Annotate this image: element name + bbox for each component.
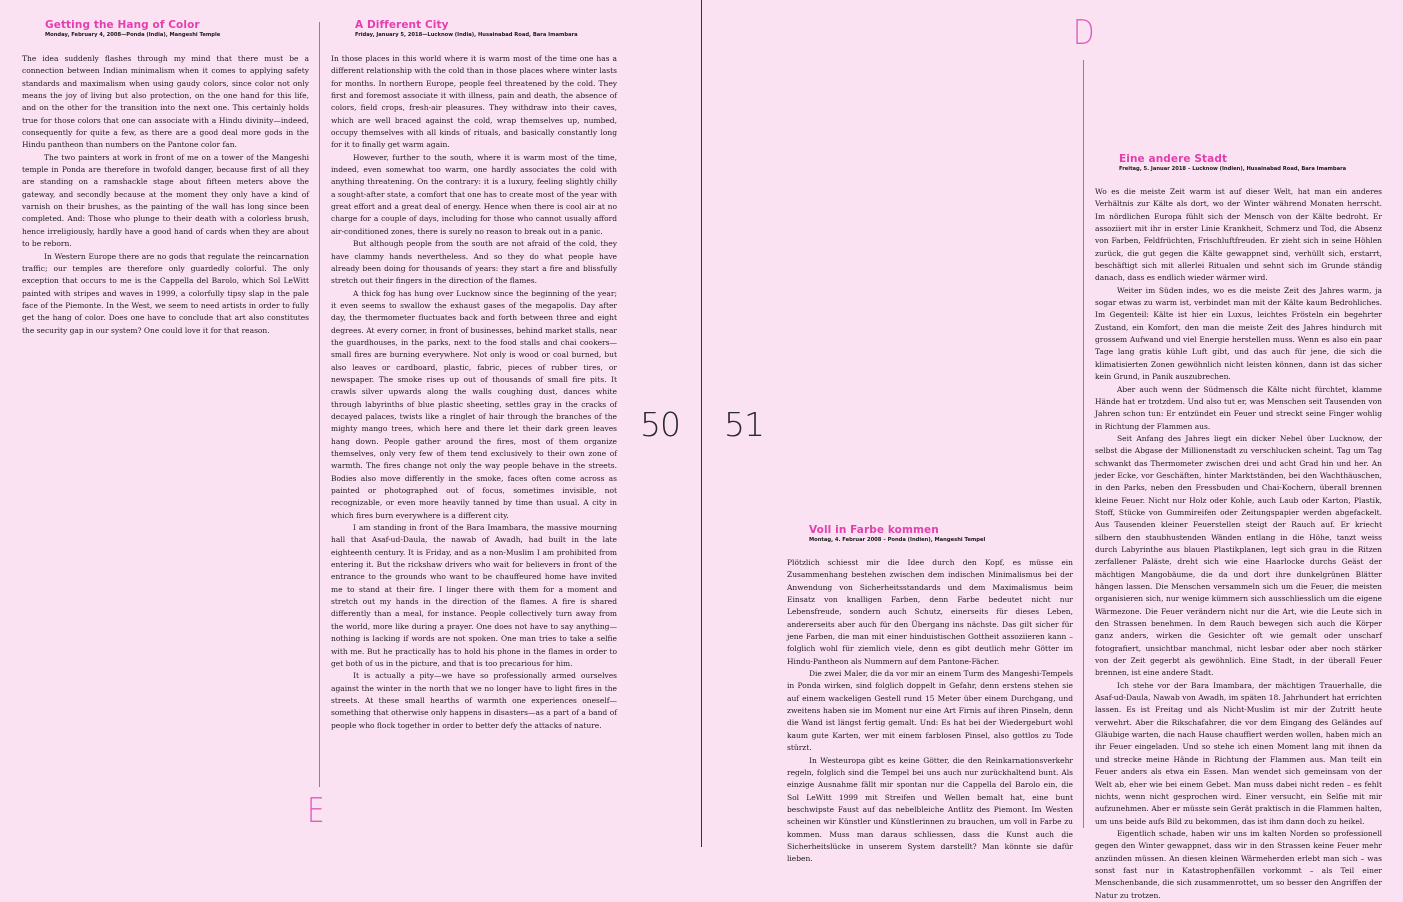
paragraph: But although people from the south are not afraid of the cold, they have clammy hands nevertheless. And so they do what people have already been doing for thousands of years: they start a fire and blissfully stretch out their fingers in the direction of the flames. xyxy=(331,239,617,286)
paragraph: The idea suddenly flashes through my mind that there must be a connection between Indian minimalism when it comes to applying safety standards and maximalism when using gaudy colors, since color not only means the joy of living but also protection, on the one hand for this life, and on the other for the transition into the next one. This certainly holds true for those colors that one can associate with a Hindu divinity—indeed, consequently for quite a few, as there are a good deal more gods in the Hindu pantheon than numbers on the Pantone color fan. xyxy=(22,54,309,150)
paragraph: It is actually a pity—we have so professionally armed ourselves against the winter in the north that we no longer have to light fires in the streets. At these small hearths of warmth one experiences oneself—something that otherwise only happens in disasters—as a part of a band of people who flock together in order to better defy the attacks of nature. xyxy=(331,671,617,730)
paragraph: In Westeuropa gibt es keine Götter, die den Reinkarnationsverkehr regeln, folglich sind die Tempel bei uns auch nur zurückhaltend bunt. Als einzige Ausnahme fällt mir spontan nur die Cappella del Barolo ein, die Sol LeWitt 1999 mit Streifen und Wellen bemalt hat, eine bunt beschwipste Faust auf das nebelbleiche Antlitz des Piemont. Im Westen scheinen wir Künstler und Künstlerinnen zu brauchen, um voll in Farbe zu kommen. Muss man daraus schliessen, dass die Kunst auch die Sicherheitslücke in unserem System darstellt? Man könnte sie dafür lieben. xyxy=(787,755,1073,864)
right-page xyxy=(702,0,1403,900)
article-title-color: Getting the Hang of Color xyxy=(45,19,200,31)
paragraph: I am standing in front of the Bara Imambara, the massive mourning hall that Asaf-ud-Daula, the nawab of Awadh, had built in the late eighteenth century. It is Friday, and as a non-Muslim I am prohibited from entering it. But the rickshaw drivers who wait for believers in front of the entrance to the grounds who want to be chauffeured home have invited me to stand at their fire. I linger there with them for a moment and stretch out my hands in the direction of the flames. A fire is shared differently than a meal, for instance. People collectively turn away from the world, more like during a prayer. One does not have to say anything—nothing is lacking if words are not spoken. One man tries to take a selfie with me. But he practically has to hold his phone in the flames in order to get both of us in the picture, and that is too precarious for him. xyxy=(331,523,617,668)
page-number-left: 50 xyxy=(640,405,680,444)
paragraph: Aber auch wenn der Südmensch die Kälte nicht fürchtet, klamme Hände hat er trotzdem. Und also tut er, was Menschen seit Tausenden von Jahren schon tun: Er entzündet ein Feuer und streckt seine Finger wohlig in Richtung der Flammen aus. xyxy=(1095,384,1382,431)
article-body-stadt xyxy=(1095,186,1382,902)
paragraph: In Western Europe there are no gods that regulate the reincarnation traffic; our temples are therefore only guardedly colorful. The only exception that occurs to me is the Cappella del Barolo, which Sol LeWitt painted with stripes and waves in 1999, a colorfully tipsy slap in the pale face of the Piemonte. In the West, we seem to need artists in order to fully get the hang of color. Does one have to conclude that art also constitutes the security gap in our system? One could love it for that reason. xyxy=(22,251,309,335)
paragraph: The two painters at work in front of me on a tower of the Mangeshi temple in Ponda are therefore in twofold danger, because first of all they are standing on a ramshackle stage about fifteen meters above the gateway, and secondly because at the moment they only have a kind of varnish on their brushes, as the painting of the wall has long since been completed. And: Those who plunge to their death with a colorless brush, hence irreligiously, hardly have a good hand of cards when they are about to be reborn. xyxy=(22,152,309,249)
left-page xyxy=(0,0,701,847)
article-title-stadt: Eine andere Stadt xyxy=(1119,153,1228,165)
section-letter-d: D xyxy=(1073,13,1095,53)
paragraph: Die zwei Maler, die da vor mir an einem Turm des Mangeshi-Tempels in Ponda wirken, sind folglich doppelt in Gefahr, denn erstens stehen sie auf einem wackeligen Gestell rund 15 Meter über einem Durchgang, und zweitens haben sie im Moment nur eine Art Firnis auf ihren Pinseln, denn die Wand ist längst fertig gemalt. Und: Es hat bei der Wiedergeburt wohl kaum gute Karten, wer mit einem farblosen Pinsel, also gottlos zu Tode stürzt. xyxy=(787,669,1073,753)
paragraph: In those places in this world where it is warm most of the time one has a different relationship with the cold than in those places where winter lasts for months. In northern Europe, people feel threatened by the cold. They first and foremost associate it with illness, pain and death, the absence of colors, field crops, fresh-air pleasures. They withdraw into their caves, which are well braced against the cold, wrap themselves up, numbed, occupy themselves with all kinds of rituals, and basically constantly long for it to finally get warm again. xyxy=(331,54,617,150)
paragraph: Ich stehe vor der Bara Imambara, der mächtigen Trauerhalle, die Asaf-ud-Daula, Nawab von Awadh, im späten 18. Jahrhundert hat errichten lassen. Es ist Freitag und als Nicht-Muslim ist mir der Zutritt heute verwehrt. Aber die Rikschafahrer, die vor dem Eingang des Geländes auf Gläubige warten, die nach Hause chauffiert werden wollen, haben mich an ihr Feuer eingeladen. Und so stehe ich einen Moment lang mit ihnen da und strecke meine Hände in Richtung der Flammen aus. Man teilt ein Feuer anders als etwa ein Essen. Man wendet sich gemeinsam von der Welt ab, eher wie bei einem Gebet. Man muss dabei nicht reden – es fehlt nichts, wenn nicht gesprochen wird. Einer versucht, ein Selfie mit mir aufzunehmen. Aber er müsste sein Gerät praktisch in die Flammen halten, um uns beide aufs Bild zu bekommen, das ist ihm dann doch zu heikel. xyxy=(1095,680,1382,826)
column-rule-right xyxy=(1083,60,1084,828)
paragraph: A thick fog has hung over Lucknow since the beginning of the year; it even seems to swallow the exhaust gases of the megapolis. Day after day, the thermometer fluctuates back and forth between three and eight degrees. At every corner, in front of businesses, behind market stalls, near the guardhouses, in the parks, next to the food stalls and chai cookers—small fires are burning everywhere. Not only is wood or coal burned, but also leaves or cardboard, plastic, fabric, pieces of rubber tires, or newspaper. The smoke rises up out of thousands of small fire pits. It crawls silver upwards along the walls coughing dust, dances white through labyrinths of blue plastic sheeting, settles gray in the cracks of decayed palaces, twists like a ringlet of hair through the branches of the mighty mango trees, which here and there let their dark green leaves hang down. People gather around the fires, most of them organize themselves, only very few of them tend exclusively to their own zone of warmth. The fires change not only the way people behave in the streets. Bodies also move differently in the smoke, faces often come across as painted or photographed out of focus, sometimes invisible, not recognizable, or even more heavily tanned by time than usual. A city in which fires burn everywhere is a different city. xyxy=(331,288,617,520)
article-body-farbe xyxy=(787,557,1073,866)
page-number-right: 51 xyxy=(724,405,764,444)
article-title-farbe: Voll in Farbe kommen xyxy=(809,524,939,536)
paragraph: Seit Anfang des Jahres liegt ein dicker Nebel über Lucknow, der selbst die Abgase der Millionenstadt zu verschlucken scheint. Tag um Tag schwankt das Thermometer zwischen drei und acht Grad hin und her. An jeder Ecke, vor Geschäften, hinter Marktständen, bei den Wachthäuschen, in den Parks, neben den Fressbuden und Chai-Kochern, überall brennen kleine Feuer. Nicht nur Holz oder Kohle, auch Laub oder Karton, Plastik, Stoff, Stücke von Gummireifen oder Zeitungspapier werden abgefackelt. Aus Tausenden kleiner Feuerstellen steigt der Rauch auf. Er kriecht silbern den staubhustenden Wänden entlang in die Höhe, tanzt weiss durch Labyrinthe aus blauen Plastikplanen, legt sich grau in die Ritzen zerfallener Paläste, dreht sich wie eine Haarlocke durchs Geäst der mächtigen Mangobäume, die da und dort ihre dunkelgrünen Blätter hängen lassen. Die Menschen versammeln sich um die Feuer, die meisten organisieren sich, nur wenige kümmern sich ausschliesslich um die eigene Wärmezone. Die Feuer verändern nicht nur die Art, wie die Leute sich in den Strassen benehmen. In dem Rauch bewegen sich auch die Körper ganz anders, wirken die Gesichter oft wie gemalt oder unscharf fotografiert, unsichtbar manchmal, nicht lesbar oder aber noch stärker von der Zeit gegerbt als gewöhnlich. Eine Stadt, in der überall Feuer brennen, ist eine andere Stadt. xyxy=(1095,433,1382,678)
article-body-city xyxy=(331,53,617,732)
paragraph: Plötzlich schiesst mir die Idee durch den Kopf, es müsse ein Zusammenhang bestehen zwischen dem indischen Minimalismus bei der Anwendung von Sicherheitsstandards und dem Maximalismus beim Einsatz von knalligen Farben, denn Farbe bedeutet nicht nur Lebensfreude, sondern auch Schutz, einerseits für dieses Leben, andererseits aber auch für den Übergang ins nächste. Das gilt sicher für jene Farben, die man mit einer hinduistischen Gottheit assoziieren kann – folglich wohl für ziemlich viele, denn es gibt deutlich mehr Götter im Hindu-Pantheon als Nummern auf dem Pantone-Fächer. xyxy=(787,558,1073,666)
article-meta-city: Friday, January 5, 2018—Lucknow (India), Husainabad Road, Bara Imambara xyxy=(355,32,578,38)
article-title-city: A Different City xyxy=(355,19,449,31)
article-body-color xyxy=(22,53,309,337)
paragraph: Weiter im Süden indes, wo es die meiste Zeit des Jahres warm, ja sogar etwas zu warm ist, verbindet man mit der Kälte kaum Bedrohliches. Im Gegenteil: Kälte ist hier ein Luxus, leichtes Frösteln ein begehrter Zustand, ein Komfort, den man die meiste Zeit des Jahres hindurch mit grossem Aufwand und viel Energie herstellen muss. Wenn es also ein paar Tage lang gratis kühle Luft gibt, und das auch für jene, die sich die klimatisierten Zonen gewöhnlich nicht leisten können, dann ist das sicher kein Grund, in Panik auszubrechen. xyxy=(1095,285,1382,382)
article-meta-color: Monday, February 4, 2008—Ponda (India), Mangeshi Temple xyxy=(45,32,221,38)
paragraph: Wo es die meiste Zeit warm ist auf dieser Welt, hat man ein anderes Verhältnis zur Kälte als dort, wo der Winter während Monaten herrscht. Im nördlichen Europa fühlt sich der Mensch von der Kälte bedroht. Er assoziiert mit ihr in erster Linie Krankheit, Schmerz und Tod, die Absenz von Farben, Feldfrüchten, Frischluftfreuden. Er zieht sich in seine Höhlen zurück, die gut gegen die Kälte gewappnet sind, verhüllt sich, erstarrt, beschäftigt sich mit allerlei Ritualen und sehnt sich im Grunde ständig danach, dass es endlich wieder wärmer wird. xyxy=(1095,187,1382,283)
paragraph: However, further to the south, where it is warm most of the time, indeed, even somewhat too warm, one hardly associates the cold with anything threatening. On the contrary: it is a luxury, feeling slightly chilly a sought-after state, a comfort that one has to create most of the year with great effort and a great deal of energy. Hence when there is cool air at no charge for a couple of days, including for those who cannot usually afford air-conditioned zones, there is surely no reason to break out in a panic. xyxy=(331,152,617,236)
article-meta-farbe: Montag, 4. Februar 2008 – Ponda (Indien), Mangeshi Tempel xyxy=(809,537,986,543)
section-letter-e: E xyxy=(307,791,325,831)
column-rule-left xyxy=(319,22,320,787)
paragraph: Eigentlich schade, haben wir uns im kalten Norden so professionell gegen den Winter gewappnet, dass wir in den Strassen keine Feuer mehr anzünden müssen. An diesen kleinen Wärmeherden erlebt man sich – was sonst fast nur in Katastrophenfällen vorkommt – als Teil einer Menschenbande, die sich zusammenrottet, um so besser den Angriffen der Natur zu trotzen. xyxy=(1095,828,1382,900)
article-meta-stadt: Freitag, 5. Januar 2018 – Lucknow (Indien), Husainabad Road, Bara Imambara xyxy=(1119,166,1347,172)
